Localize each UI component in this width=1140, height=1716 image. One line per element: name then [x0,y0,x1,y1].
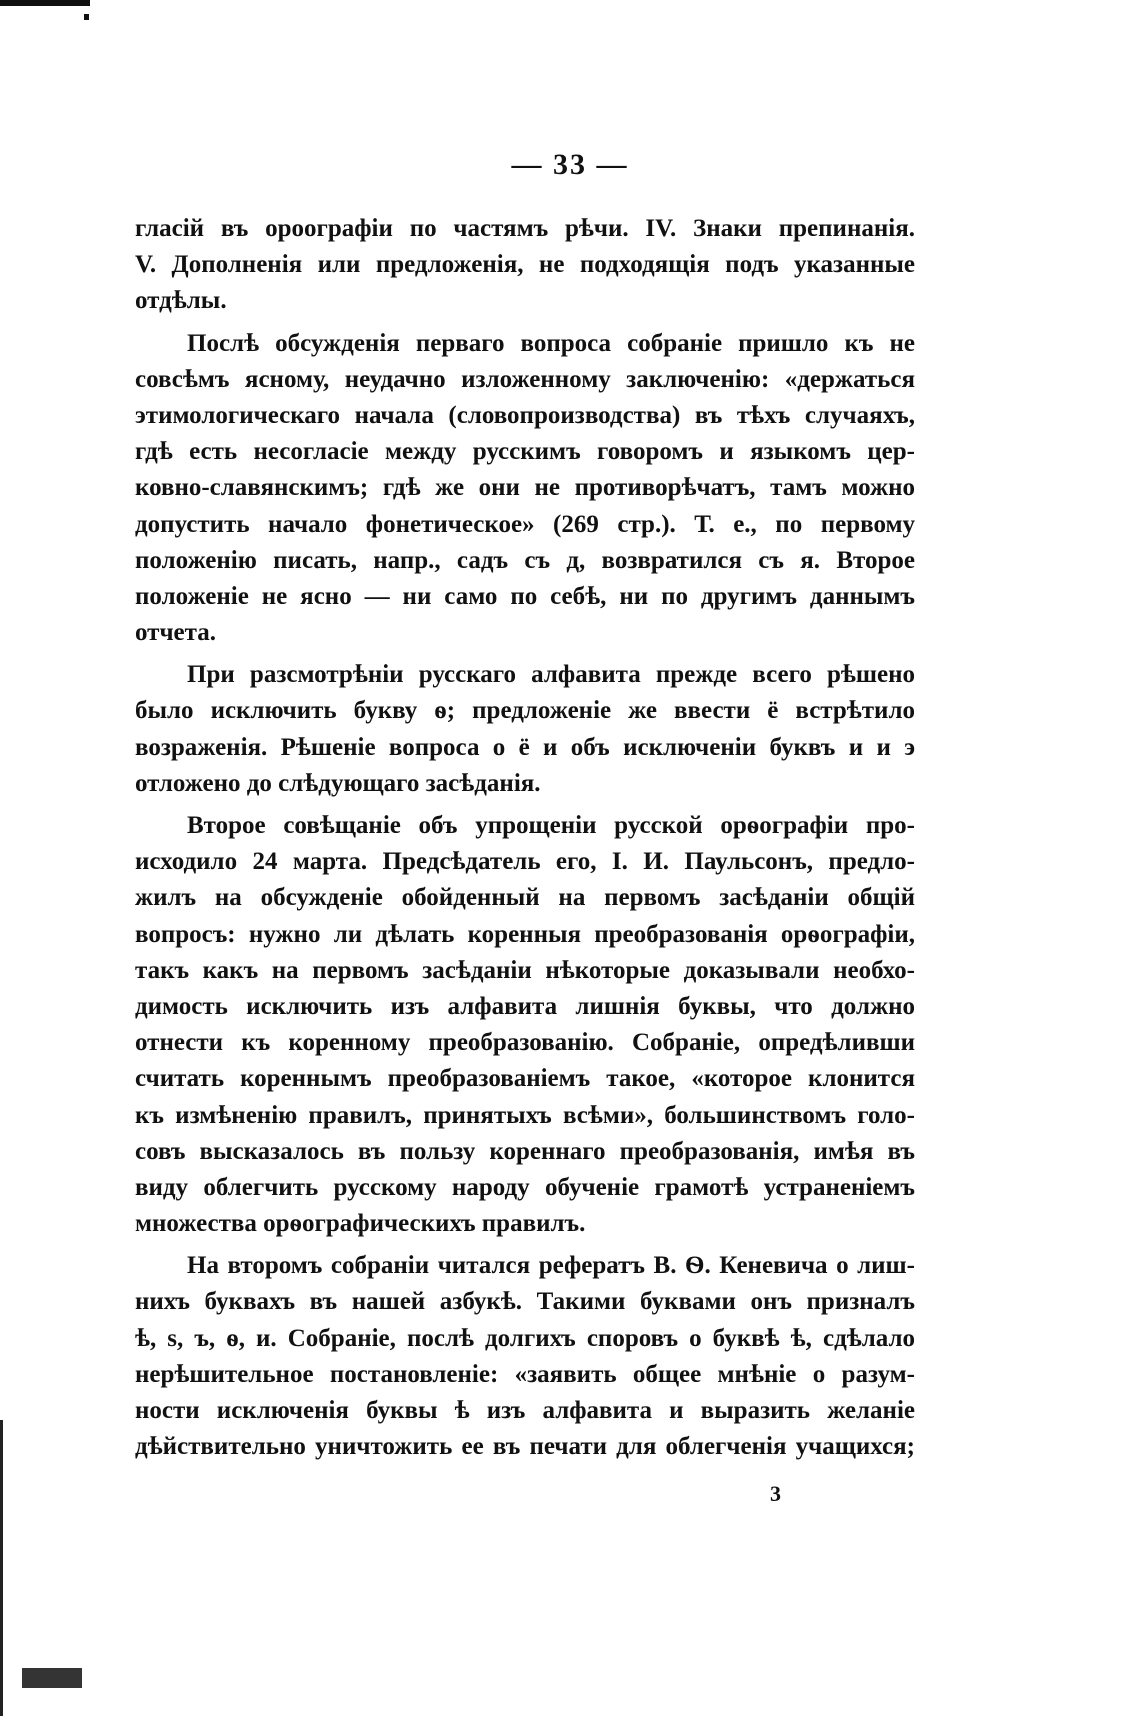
text-line: При разсмотрѣніи русскаго алфавита прежде всего рѣшено [187,661,915,689]
text-line: отложено до слѣдующаго засѣданія. [135,769,541,797]
text-line: ковно-славянскимъ; гдѣ же они не противорѣчатъ, тамъ можно [135,474,915,502]
text-line: считать кореннымъ преобразованіемъ такое, «которое клонится [135,1065,915,1093]
scan-artifact-top-left-dot [84,14,89,20]
text-line: димость исключить изъ алфавита лишнія буквы, что должно [135,992,915,1020]
text-line: гдѣ есть несогласіе между русскимъ говоромъ и языкомъ цер- [135,438,915,466]
body-text [135,211,915,1465]
text-line: ѣ, ѕ, ъ, ѳ, и. Собраніе, послѣ долгихъ споровъ о буквѣ ѣ, сдѣлало [135,1324,915,1352]
text-line: вопросъ: нужно ли дѣлать коренныя преобразованія орѳографіи, [135,920,915,948]
text-line: этимологическаго начала (словопроизводства) въ тѣхъ случаяхъ, [135,401,915,429]
text-line: жилъ на обсужденіе обойденный на первомъ засѣданіи общій [135,884,915,912]
text-line: возраженія. Рѣшеніе вопроса о ё и объ исключеніи буквъ и и э [135,733,915,761]
text-line: ности исключенія буквы ѣ изъ алфавита и выразить желаніе [135,1397,915,1424]
text-line: Второе совѣщаніе объ упрощеніи русской орѳографіи про- [187,812,915,839]
signature-mark: 3 [770,1481,781,1506]
text-line: гласій въ ороографіи по частямъ рѣчи. IV. Знаки препинанія. [135,215,915,242]
text-line: нерѣшительное постановленіе: «заявить общее мнѣніе о разум- [135,1360,915,1388]
text-line: нихъ буквахъ въ нашей азбукѣ. Такими буквами онъ призналъ [135,1288,915,1316]
scan-artifact-top-left [0,0,90,6]
scan-artifact-bottom-left [22,1668,82,1688]
text-line: дѣйствительно уничтожить ее въ печати для облегченія учащихся; [135,1433,915,1461]
text-line: отдѣлы. [135,287,227,315]
text-line: положеніе не ясно — ни само по себѣ, ни по другимъ даннымъ [135,582,915,610]
text-line: допустить начало фонетическое» (269 стр.). Т. е., по первому [135,510,915,538]
text-line: исходило 24 марта. Предсѣдатель его, I. И. Паульсонъ, предло- [135,848,915,876]
text-line: къ измѣненію правилъ, принятыхъ всѣми», большинствомъ голо- [135,1101,915,1129]
text-line: такъ какъ на первомъ засѣданіи нѣкоторые доказывали необхо- [135,956,915,984]
text-line: совъ высказалось въ пользу кореннаго преобразованія, имѣя въ [135,1137,915,1165]
text-line: Послѣ обсужденія перваго вопроса собраніе пришло къ не [187,329,915,357]
text-line: множества орѳографическихъ правилъ. [135,1210,586,1238]
text-line: виду облегчить русскому народу обученіе грамотѣ устраненіемъ [135,1173,915,1201]
text-line: На второмъ собраніи читался рефератъ В. Ѳ. Кеневича о лиш- [187,1252,915,1280]
text-line: положенію писать, напр., садъ съ д, возвратился съ я. Второе [135,546,915,574]
page-number-header: — 33 — [511,148,629,181]
text-line: отнести къ коренному преобразованію. Собраніе, опредѣливши [135,1029,915,1057]
text-line: было исключить букву ѳ; предложеніе же ввести ё встрѣтило [135,697,915,725]
text-line: отчета. [135,619,216,647]
text-line: совсѣмъ ясному, неудачно изложенному заключенію: «держаться [135,365,915,393]
scan-artifact-left-edge [0,1420,14,1716]
text-line: V. Дополненія или предложенія, не подходящія подъ указанные [135,251,915,279]
